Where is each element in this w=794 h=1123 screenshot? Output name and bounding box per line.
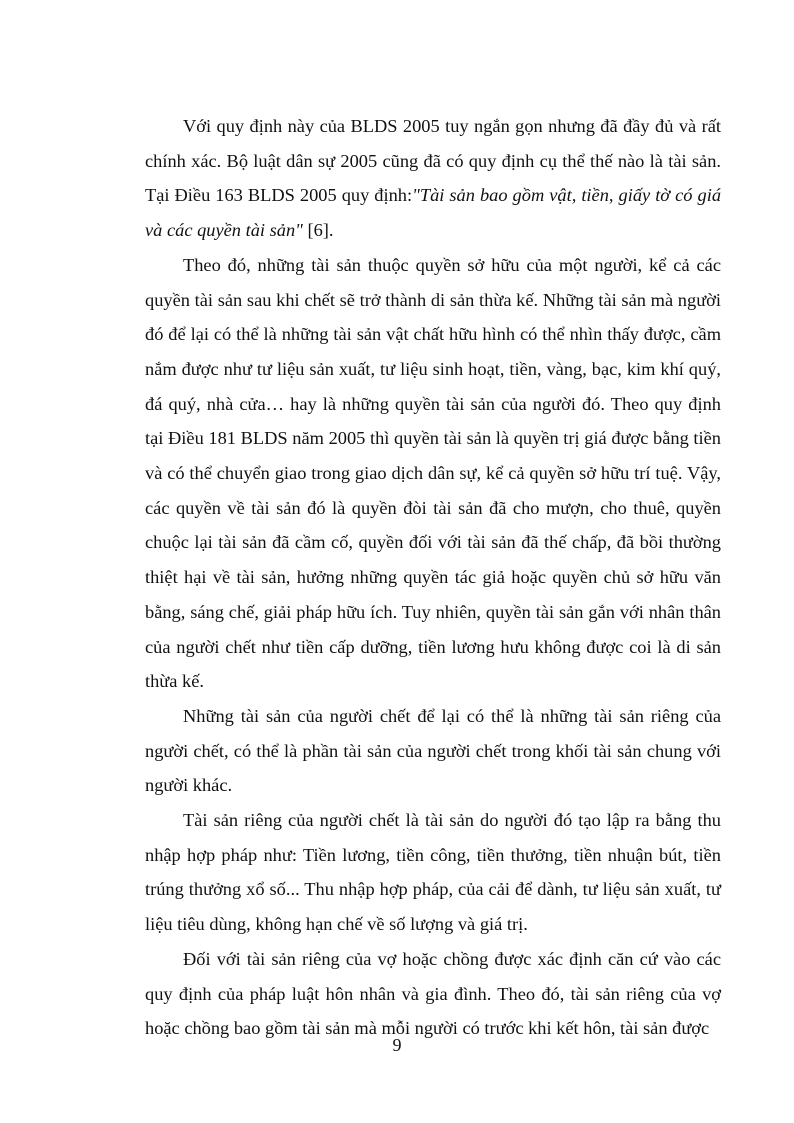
paragraph-2: Theo đó, những tài sản thuộc quyền sở hữu của một người, kể cả các quyền tài sản sau khi chết sẽ trở thành di sản thừa kế. Những tài sản mà người đó để lại có thể là những tài sản vật chất hữu hình có thể nhìn thấy được, cầm nắm được như tư liệu sản xuất, tư liệu sinh hoạt, tiền, vàng, bạc, kim khí quý, đá quý, nhà cửa… hay là những quyền tài sản của người đó. Theo quy định tại Điều 181 BLDS năm 2005 thì quyền tài sản là quyền trị giá được bằng tiền và có thể chuyển giao trong giao dịch dân sự, kể cả quyền sở hữu trí tuệ. Vậy, các quyền về tài sản đó là quyền đòi tài sản đã cho mượn, cho thuê, quyền chuộc lại tài sản đã cầm cố, quyền đối với tài sản đã thế chấp, đã bồi thường thiệt hại về tài sản, hưởng những quyền tác giả hoặc quyền chủ sở hữu văn bằng, sáng chế, giải pháp hữu ích. Tuy nhiên, quyền tài sản gắn với nhân thân của người chết như tiền cấp dưỡng, tiền lương hưu không được coi là di sản thừa kế. xyxy=(145,254,721,692)
paragraph-1-quote: "Tài sản bao gồm vật, tiền, giấy tờ có giá và các quyền tài sản" xyxy=(145,185,722,241)
paragraph-5: Đối với tài sản riêng của vợ hoặc chồng được xác định căn cứ vào các quy định của pháp luật hôn nhân và gia đình. Theo đó, tài sản riêng của vợ hoặc chồng bao gồm tài sản mà mỗi người có trước khi kết hôn, tài sản được xyxy=(145,948,721,1039)
page-number: 9 xyxy=(392,1035,402,1055)
paragraph-1-text: Với quy định này của BLDS 2005 tuy ngắn gọn nhưng đã đầy đủ và rất chính xác. Bộ luật dân sự 2005 cũng đã có quy định cụ thể thế nào là tài sản. Tại Điều 163 BLDS 2005 quy định: xyxy=(145,116,721,206)
paragraph-3: Những tài sản của người chết để lại có thể là những tài sản riêng của người chết, có thể là phần tài sản của người chết trong khối tài sản chung với người khác. xyxy=(145,705,721,796)
body-text xyxy=(145,109,721,1046)
paragraph-1 xyxy=(145,109,721,248)
paragraph-1-citation: [6]. xyxy=(302,220,334,241)
paragraph-4: Tài sản riêng của người chết là tài sản do người đó tạo lập ra bằng thu nhập hợp pháp như: Tiền lương, tiền công, tiền thưởng, tiền nhuận bút, tiền trúng thưởng xổ số... Thu nhập hợp pháp, của cải để dành, tư liệu sản xuất, tư liệu tiêu dùng, không hạn chế về số lượng và giá trị. xyxy=(145,810,721,935)
